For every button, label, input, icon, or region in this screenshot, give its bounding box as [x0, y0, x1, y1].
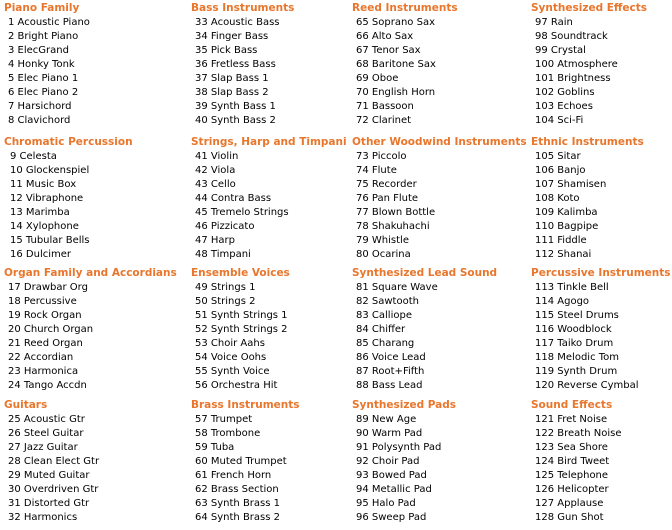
instrument-list: [195, 413, 287, 525]
instrument-item: 39 Synth Bass 1: [195, 101, 276, 112]
instrument-item: 27 Jazz Guitar: [8, 442, 78, 453]
group-heading: Synthesized Pads: [352, 399, 457, 411]
instrument-item: 51 Synth Strings 1: [195, 310, 288, 321]
group-brass-instruments: [191, 398, 363, 530]
instrument-item: 2 Bright Piano: [8, 31, 79, 42]
instrument-item: 34 Finger Bass: [195, 31, 269, 42]
instrument-item: 8 Clavichord: [8, 115, 71, 126]
instrument-item: 112 Shanai: [535, 249, 592, 260]
group-heading: Strings, Harp and Timpani: [191, 136, 347, 148]
group-percussive-instruments: [531, 266, 672, 398]
instrument-item: 85 Charang: [356, 338, 415, 349]
group-ethnic-instruments: [531, 135, 672, 267]
instrument-item: 126 Helicopter: [535, 484, 609, 495]
instrument-item: 40 Synth Bass 2: [195, 115, 276, 126]
instrument-item: 117 Taiko Drum: [535, 338, 614, 349]
group-heading: Organ Family and Accordians: [4, 267, 177, 279]
instrument-item: 99 Crystal: [535, 45, 586, 56]
group-synthesized-effects: [531, 1, 672, 133]
instrument-item: 56 Orchestra Hit: [195, 380, 278, 391]
instrument-list: [535, 413, 621, 525]
instrument-item: 83 Calliope: [356, 310, 412, 321]
instrument-item: 19 Rock Organ: [8, 310, 82, 321]
group-reed-instruments: [352, 1, 524, 133]
instrument-item: 97 Rain: [535, 17, 573, 28]
instrument-item: 70 English Horn: [356, 87, 436, 98]
instrument-item: 26 Steel Guitar: [8, 428, 84, 439]
instrument-item: 61 French Horn: [195, 470, 272, 481]
instrument-item: 41 Violin: [195, 151, 239, 162]
instrument-item: 86 Voice Lead: [356, 352, 426, 363]
group-strings-harp-and-timpani: [191, 135, 363, 267]
instrument-item: 50 Strings 2: [195, 296, 256, 307]
instrument-item: 69 Oboe: [356, 73, 399, 84]
instrument-item: 14 Xylophone: [10, 221, 79, 232]
instrument-item: 62 Brass Section: [195, 484, 279, 495]
group-heading: Other Woodwind Instruments: [352, 136, 527, 148]
instrument-item: 71 Bassoon: [356, 101, 414, 112]
group-heading: Chromatic Percussion: [4, 136, 133, 148]
instrument-item: 95 Halo Pad: [356, 498, 416, 509]
instrument-item: 10 Glockenspiel: [10, 165, 90, 176]
instrument-item: 11 Music Box: [10, 179, 77, 190]
instrument-item: 58 Trombone: [195, 428, 261, 439]
group-heading: Synthesized Effects: [531, 2, 648, 14]
group-other-woodwind-instruments: [352, 135, 527, 267]
instrument-item: 127 Applause: [535, 498, 604, 509]
instrument-item: 72 Clarinet: [356, 115, 412, 126]
instrument-item: 66 Alto Sax: [356, 31, 414, 42]
instrument-item: 104 Sci-Fi: [535, 115, 584, 126]
group-heading: Brass Instruments: [191, 399, 300, 411]
instrument-item: 1 Acoustic Piano: [8, 17, 90, 28]
instrument-list: [8, 413, 99, 525]
instrument-list: [356, 281, 438, 393]
instrument-item: 32 Harmonics: [8, 512, 78, 523]
instrument-item: 119 Synth Drum: [535, 366, 618, 377]
instrument-list: [8, 16, 90, 128]
group-bass-instruments: [191, 1, 363, 133]
instrument-item: 48 Timpani: [195, 249, 251, 260]
instrument-item: 98 Soundtrack: [535, 31, 608, 42]
instrument-item: 74 Flute: [356, 165, 397, 176]
instrument-item: 37 Slap Bass 1: [195, 73, 269, 84]
instrument-item: 111 Fiddle: [535, 235, 587, 246]
instrument-item: 93 Bowed Pad: [356, 470, 427, 481]
instrument-item: 114 Agogo: [535, 296, 590, 307]
instrument-item: 121 Fret Noise: [535, 414, 608, 425]
group-heading: Guitars: [4, 399, 48, 411]
instrument-item: 76 Pan Flute: [356, 193, 419, 204]
instrument-item: 82 Sawtooth: [356, 296, 419, 307]
instrument-item: 13 Marimba: [10, 207, 70, 218]
instrument-item: 7 Harsichord: [8, 101, 72, 112]
instrument-list: [356, 413, 441, 525]
instrument-item: 18 Percussive: [8, 296, 77, 307]
instrument-item: 38 Slap Bass 2: [195, 87, 269, 98]
instrument-list: [195, 281, 288, 393]
instrument-item: 6 Elec Piano 2: [8, 87, 79, 98]
instrument-item: 46 Pizzicato: [195, 221, 255, 232]
instrument-item: 107 Shamisen: [535, 179, 607, 190]
instrument-item: 43 Cello: [195, 179, 236, 190]
instrument-item: 78 Shakuhachi: [356, 221, 430, 232]
instrument-item: 108 Koto: [535, 193, 580, 204]
instrument-item: 91 Polysynth Pad: [356, 442, 442, 453]
instrument-item: 122 Breath Noise: [535, 428, 622, 439]
instrument-item: 31 Distorted Gtr: [8, 498, 90, 509]
instrument-item: 68 Baritone Sax: [356, 59, 436, 70]
group-organ-family-and-accordians: [4, 266, 176, 398]
instrument-item: 80 Ocarina: [356, 249, 411, 260]
instrument-item: 88 Bass Lead: [356, 380, 423, 391]
instrument-item: 94 Metallic Pad: [356, 484, 432, 495]
group-heading: Synthesized Lead Sound: [352, 267, 498, 279]
instrument-item: 118 Melodic Tom: [535, 352, 620, 363]
instrument-item: 35 Pick Bass: [195, 45, 258, 56]
instrument-item: 87 Root+Fifth: [356, 366, 425, 377]
instrument-item: 36 Fretless Bass: [195, 59, 276, 70]
group-heading: Percussive Instruments: [531, 267, 671, 279]
instrument-item: 90 Warm Pad: [356, 428, 423, 439]
instrument-item: 77 Blown Bottle: [356, 207, 436, 218]
instrument-list: [356, 16, 436, 128]
instrument-item: 9 Celesta: [10, 151, 57, 162]
group-guitars: [4, 398, 176, 530]
instrument-item: 60 Muted Trumpet: [195, 456, 287, 467]
instrument-item: 4 Honky Tonk: [8, 59, 75, 70]
instrument-list: [195, 16, 280, 128]
instrument-item: 42 Viola: [195, 165, 236, 176]
instrument-list: [535, 150, 606, 262]
group-heading: Piano Family: [4, 2, 80, 14]
instrument-item: 101 Brightness: [535, 73, 611, 84]
instrument-item: 55 Synth Voice: [195, 366, 270, 377]
instrument-item: 16 Dulcimer: [10, 249, 72, 260]
instrument-item: 128 Gun Shot: [535, 512, 604, 523]
instrument-item: 3 ElecGrand: [8, 45, 69, 56]
instrument-list: [535, 281, 639, 393]
group-chromatic-percussion: [4, 135, 176, 267]
instrument-item: 92 Choir Pad: [356, 456, 420, 467]
instrument-item: 81 Square Wave: [356, 282, 438, 293]
instrument-item: 64 Synth Brass 2: [195, 512, 281, 523]
instrument-item: 30 Overdriven Gtr: [8, 484, 99, 495]
instrument-item: 110 Bagpipe: [535, 221, 599, 232]
group-heading: Sound Effects: [531, 399, 613, 411]
instrument-list: [195, 150, 289, 262]
group-heading: Ethnic Instruments: [531, 136, 644, 148]
instrument-item: 73 Piccolo: [356, 151, 407, 162]
instrument-list: [10, 150, 90, 262]
instrument-item: 67 Tenor Sax: [356, 45, 421, 56]
instrument-item: 44 Contra Bass: [195, 193, 272, 204]
instrument-item: 106 Banjo: [535, 165, 586, 176]
instrument-item: 100 Atmosphere: [535, 59, 618, 70]
instrument-item: 5 Elec Piano 1: [8, 73, 79, 84]
instrument-item: 53 Choir Aahs: [195, 338, 265, 349]
instrument-item: 120 Reverse Cymbal: [535, 380, 639, 391]
instrument-list: [535, 16, 618, 128]
instrument-item: 54 Voice Oohs: [195, 352, 267, 363]
instrument-item: 123 Sea Shore: [535, 442, 608, 453]
instrument-item: 89 New Age: [356, 414, 417, 425]
group-sound-effects: [531, 398, 672, 530]
instrument-item: 20 Church Organ: [8, 324, 94, 335]
group-piano-family: [4, 1, 176, 133]
instrument-list: [8, 281, 93, 393]
group-heading: Reed Instruments: [352, 2, 458, 14]
instrument-item: 33 Acoustic Bass: [195, 17, 280, 28]
instrument-item: 28 Clean Elect Gtr: [8, 456, 100, 467]
instrument-item: 84 Chiffer: [356, 324, 406, 335]
instrument-item: 21 Reed Organ: [8, 338, 83, 349]
instrument-item: 15 Tubular Bells: [10, 235, 90, 246]
instrument-item: 115 Steel Drums: [535, 310, 619, 321]
instrument-item: 47 Harp: [195, 235, 236, 246]
instrument-item: 113 Tinkle Bell: [535, 282, 609, 293]
group-heading: Bass Instruments: [191, 2, 295, 14]
instrument-item: 57 Trumpet: [195, 414, 253, 425]
instrument-item: 105 Sitar: [535, 151, 581, 162]
instrument-item: 17 Drawbar Org: [8, 282, 88, 293]
instrument-item: 24 Tango Accdn: [8, 380, 87, 391]
instrument-item: 65 Soprano Sax: [356, 17, 435, 28]
instrument-item: 124 Bird Tweet: [535, 456, 610, 467]
group-heading: Ensemble Voices: [191, 267, 290, 279]
instrument-item: 23 Harmonica: [8, 366, 79, 377]
instrument-item: 109 Kalimba: [535, 207, 598, 218]
instrument-item: 59 Tuba: [195, 442, 235, 453]
group-ensemble-voices: [191, 266, 363, 398]
instrument-item: 102 Goblins: [535, 87, 595, 98]
instrument-item: 29 Muted Guitar: [8, 470, 90, 481]
instrument-item: 79 Whistle: [356, 235, 409, 246]
instrument-item: 52 Synth Strings 2: [195, 324, 288, 335]
instrument-item: 25 Acoustic Gtr: [8, 414, 85, 425]
instrument-item: 125 Telephone: [535, 470, 609, 481]
instrument-item: 75 Recorder: [356, 179, 417, 190]
instrument-list: [356, 150, 435, 262]
instrument-item: 96 Sweep Pad: [356, 512, 427, 523]
group-synthesized-lead-sound: [352, 266, 524, 398]
group-synthesized-pads: [352, 398, 524, 530]
instrument-item: 116 Woodblock: [535, 324, 612, 335]
instrument-item: 45 Tremelo Strings: [195, 207, 289, 218]
instrument-item: 63 Synth Brass 1: [195, 498, 281, 509]
instrument-item: 22 Accordian: [8, 352, 74, 363]
instrument-item: 12 Vibraphone: [10, 193, 84, 204]
instrument-item: 49 Strings 1: [195, 282, 256, 293]
instrument-item: 103 Echoes: [535, 101, 593, 112]
